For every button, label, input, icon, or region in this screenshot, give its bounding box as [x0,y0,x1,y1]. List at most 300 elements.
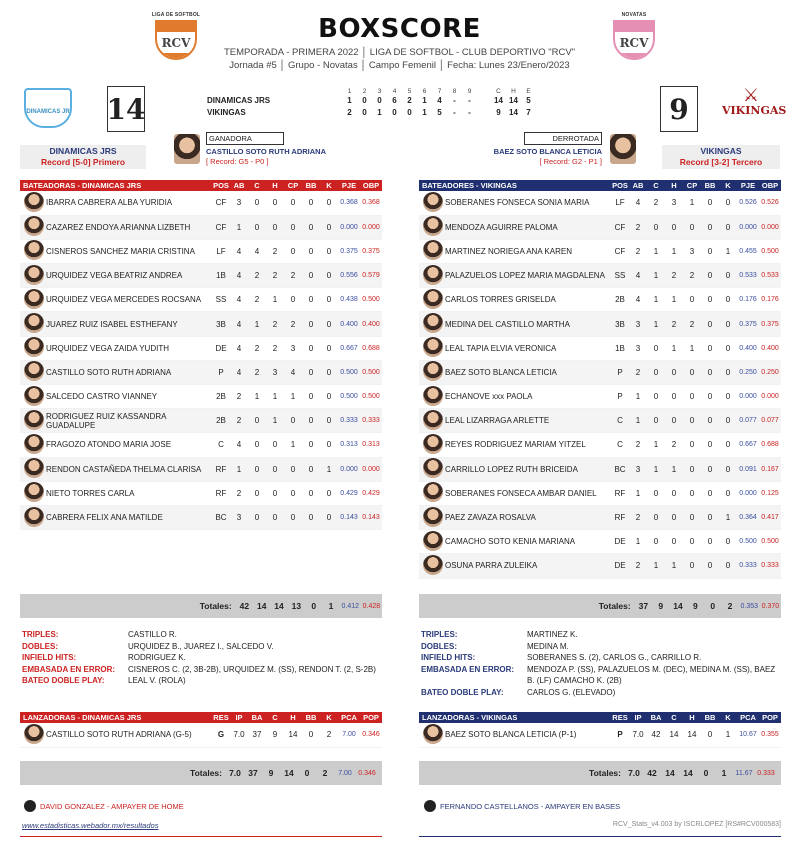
column-header: BB [302,712,320,723]
stat-cell: 0.500 [759,530,781,554]
home-batting-notes [22,629,378,687]
stat-cell: 0 [719,288,737,312]
stat-cell: 0 [719,264,737,288]
stat-cell: 2B [611,288,629,312]
stat-cell: 2 [683,264,701,288]
table-row [419,723,781,747]
player-name: OSUNA PARRA ZULEIKA [445,554,611,578]
results-link[interactable]: www.estadisticas.webador.mx/resultados [22,821,159,830]
avatar [423,216,443,236]
table-row [20,239,382,263]
home-batting-totals [20,594,382,618]
linescore-value: 5 [526,96,531,105]
inning-header: 9 [467,88,472,95]
stat-cell: 0.500 [360,288,382,312]
stat-cell: 1 [665,288,683,312]
table-title: BATEADORAS - DINAMICAS JRS [20,180,212,191]
player-name: PAEZ ZAVAZA ROSALVA [445,505,611,529]
stat-cell: 0 [683,457,701,481]
player-name: CABRERA FELIX ANA MATILDE [46,505,212,529]
total-value: 42 [647,768,657,778]
avatar [423,410,443,430]
table-row [20,433,382,457]
stat-cell: 2 [665,264,683,288]
inning-header: C [496,88,501,95]
table-row [419,457,781,481]
stat-cell: 1 [665,239,683,263]
player-photo [419,481,445,505]
stat-cell: 0 [701,191,719,215]
avatar [24,458,44,478]
player-name: REYES RODRIGUEZ MARIAM YITZEL [445,433,611,457]
note-value: CASTILLO R. [128,630,177,639]
player-photo [419,554,445,578]
stat-cell: 0 [719,409,737,433]
player-photo [419,530,445,554]
stat-cell: 4 [629,264,647,288]
stat-cell: 7.00 [338,723,360,747]
stat-cell: 0 [302,215,320,239]
stat-cell: 1 [665,457,683,481]
page-title: BOXSCORE [318,14,481,44]
avatar [24,240,44,260]
stat-cell: 0.143 [360,505,382,529]
column-header: H [665,180,683,191]
player-name: MARTINEZ NORIEGA ANA KAREN [445,239,611,263]
table-row [419,264,781,288]
stat-cell: 0 [719,457,737,481]
avatar [423,724,443,744]
table-row [20,409,382,433]
player-photo [20,457,46,481]
stat-cell: 0 [266,457,284,481]
column-header: IP [629,712,647,723]
stat-cell: 0.000 [759,215,781,239]
stat-cell: 0.400 [338,312,360,336]
total-value: 9 [658,601,664,611]
stat-cell: CF [212,215,230,239]
stat-cell: 0 [284,457,302,481]
inning-header: 8 [452,88,457,95]
stat-cell: 0 [701,457,719,481]
column-header: PJE [338,180,360,191]
stat-cell: 3 [230,191,248,215]
note-value: RODRIGUEZ K. [128,653,186,662]
pitcher-photo [20,723,46,747]
table-row [419,433,781,457]
version-info: RCV_Stats_v4.003 by ISCRLOPEZ [RS#RCV000583] [612,821,781,828]
stat-cell: 0.556 [338,264,360,288]
stat-cell: 0 [302,312,320,336]
stat-cell: 0 [320,215,338,239]
stat-cell: 4 [230,360,248,384]
avatar [24,410,44,430]
column-header: K [719,180,737,191]
player-photo [20,433,46,457]
stat-cell: 0.143 [338,505,360,529]
stat-cell: 0 [284,215,302,239]
stat-cell: 0 [683,288,701,312]
stat-cell: 0 [248,505,266,529]
note-label: EMBASADA EN ERROR: [22,664,116,674]
stat-cell: 0 [302,239,320,263]
stat-cell: 1 [647,239,665,263]
stat-cell: 0.526 [759,191,781,215]
stat-cell: 7.0 [629,723,647,747]
stat-cell: 0 [701,505,719,529]
stat-cell: 0 [683,215,701,239]
stat-cell: RF [611,481,629,505]
stat-cell: 0.688 [360,336,382,360]
linescore-value: 0 [407,108,412,117]
stat-cell: 1 [665,336,683,360]
column-header: C [647,180,665,191]
stat-cell: 2 [629,239,647,263]
stat-cell: 0 [701,530,719,554]
avatar [24,482,44,502]
avatar [423,289,443,309]
player-name: URQUIDEZ VEGA BEATRIZ ANDREA [46,264,212,288]
stat-cell: 0 [647,530,665,554]
stat-cell: 0.313 [360,433,382,457]
stat-cell: 2 [629,433,647,457]
table-row [20,336,382,360]
stat-cell: 1 [248,385,266,409]
stat-cell: 4 [230,239,248,263]
stat-cell: C [611,409,629,433]
total-value: 14 [256,601,267,611]
player-photo [20,385,46,409]
total-value: 0.412 [341,602,360,610]
stat-cell: 0 [284,239,302,263]
stat-cell: 0 [701,481,719,505]
pitcher-photo [419,723,445,747]
total-value: 7.0 [628,768,640,778]
player-photo [419,409,445,433]
stat-cell: 1 [230,457,248,481]
stat-cell: 0 [320,505,338,529]
stat-cell: 0 [248,215,266,239]
stat-cell: 4 [230,264,248,288]
stat-cell: 1B [212,264,230,288]
stat-cell: 1 [629,409,647,433]
avatar [24,192,44,212]
league-logo: LIGA DE SOFTBOL RCV [148,12,204,64]
stat-cell: P [611,360,629,384]
stat-cell: 0.333 [759,554,781,578]
player-name: CARRILLO LOPEZ RUTH BRICEIDA [445,457,611,481]
stat-cell: 0 [701,433,719,457]
total-value: 0 [311,601,317,611]
stat-cell: 4 [284,360,302,384]
total-value: 9 [268,768,274,778]
column-header: IP [230,712,248,723]
stat-cell: 3B [611,312,629,336]
stat-cell: 0 [683,505,701,529]
player-name: CISNEROS SANCHEZ MARIA CRISTINA [46,239,212,263]
avatar [24,216,44,236]
table-row [419,215,781,239]
stat-cell: 2 [665,433,683,457]
stat-cell: 0.091 [737,457,759,481]
stat-cell: 0.333 [338,409,360,433]
away-batting-totals [419,594,781,618]
total-value: 0.428 [362,602,381,610]
linescore-value: 14 [494,96,503,105]
stat-cell: 0 [719,191,737,215]
stat-cell: 0 [701,264,719,288]
note-value: MEDINA M. [527,641,569,651]
player-photo [419,264,445,288]
stat-cell: 0 [647,336,665,360]
stat-cell: 0.500 [737,530,759,554]
stat-cell: 1 [284,433,302,457]
stat-cell: 9 [266,723,284,747]
inning-header: E [526,88,531,95]
stat-cell: 0.364 [737,505,759,529]
player-photo [20,505,46,529]
stat-cell: 0.313 [338,433,360,457]
total-value: 9 [693,601,698,611]
note-value: CISNEROS C. (2, 3B-2B), URQUIDEZ M. (SS), RENDON T. (2, S-2B) [128,664,376,674]
avatar [24,434,44,454]
table-row [20,191,382,215]
stat-cell: 1 [647,554,665,578]
dinamicas-logo: DINAMICAS JR [24,88,72,128]
away-score: 9 [660,86,698,132]
column-header: BA [647,712,665,723]
stat-cell: 0 [719,336,737,360]
stat-cell: 0.533 [737,264,759,288]
vikingas-logo: ⚔ VIKINGAS [722,85,787,117]
home-team-name: DINAMICAS JRS Record [5-0] Primero [20,145,146,169]
stat-cell: 0 [302,457,320,481]
stat-cell: 0 [302,336,320,360]
table-row [20,264,382,288]
stat-cell: 4 [230,336,248,360]
total-value: 0 [304,768,310,778]
stat-cell: 0.375 [737,312,759,336]
game-info: Jornada #5 │ Grupo - Novatas │ Campo Femenil │ Fecha: Lunes 23/Enero/2023 [229,60,570,71]
stat-cell: 0 [266,191,284,215]
inning-header: 6 [422,88,427,95]
player-photo [419,288,445,312]
stat-cell: 4 [248,239,266,263]
stat-cell: 0.417 [759,505,781,529]
avatar [423,458,443,478]
stat-cell: 0.000 [759,385,781,409]
totals-label: Totales: [190,768,222,778]
column-header: BB [701,712,719,723]
inning-header: 1 [347,88,352,95]
stat-cell: 0.355 [759,723,781,747]
stat-cell: 0 [683,481,701,505]
stat-cell: 0 [647,215,665,239]
stat-cell: 1 [683,191,701,215]
table-row [20,505,382,529]
stat-cell: CF [611,215,629,239]
linescore-value: 4 [437,96,442,105]
season-info: TEMPORADA - PRIMERA 2022 │ LIGA DE SOFTBOL - CLUB DEPORTIVO "RCV" [223,47,576,58]
stat-cell: 0 [248,191,266,215]
note-label: DOBLES: [421,641,457,651]
stat-cell: 0 [719,312,737,336]
stat-cell: 0 [266,215,284,239]
player-name: RODRIGUEZ RUIZ KASSANDRA GUADALUPE [46,409,212,433]
stat-cell: 1 [284,385,302,409]
stat-cell: 0.429 [338,481,360,505]
away-pitching-totals [419,761,781,785]
stat-cell: 0 [665,409,683,433]
stat-cell: 1 [266,288,284,312]
stat-cell: 0 [683,409,701,433]
column-header: POP [360,712,382,723]
table-row [419,530,781,554]
stat-cell: RF [212,457,230,481]
stat-cell: 0.000 [737,481,759,505]
stat-cell: 0.250 [737,360,759,384]
column-header: H [266,180,284,191]
column-header: K [320,180,338,191]
novatas-logo: NOVATAS RCV [606,12,662,64]
total-value: 0 [703,768,709,778]
player-name: SALCEDO CASTRO VIANNEY [46,385,212,409]
stat-cell: 37 [248,723,266,747]
stat-cell: 0 [320,191,338,215]
stat-cell: 0 [665,215,683,239]
stat-cell: 4 [230,288,248,312]
linescore-value: 1 [377,108,382,117]
player-name: MENDOZA AGUIRRE PALOMA [445,215,611,239]
stat-cell: 0.500 [360,360,382,384]
stat-cell: SS [611,264,629,288]
stat-cell: 0.438 [338,288,360,312]
winning-pitcher: GANADORA CASTILLO SOTO RUTH ADRIANA [ Record: G5 - P0 ] [206,134,326,166]
table-row [20,360,382,384]
player-name: RENDON CASTAÑEDA THELMA CLARISA [46,457,212,481]
stat-cell: 0 [683,360,701,384]
stat-cell: 0.400 [360,312,382,336]
stat-cell: 0 [248,481,266,505]
stat-cell: 0.667 [338,336,360,360]
stat-cell: 0 [302,723,320,747]
inning-header: 7 [437,88,442,95]
stat-cell: 0.375 [360,239,382,263]
linescore-value: 0 [392,108,397,117]
note-label: BATEO DOBLE PLAY: [421,687,504,697]
pitcher-name: CASTILLO SOTO RUTH ADRIANA (G-5) [46,723,212,747]
player-name: LEAL LIZARRAGA ARLETTE [445,409,611,433]
stat-cell: 0 [719,433,737,457]
stat-cell: 1 [266,385,284,409]
stat-cell: 0.000 [737,385,759,409]
table-row [20,215,382,239]
column-header: RES [213,713,229,722]
linescore [207,86,536,120]
note-value: MARTINEZ K. [527,630,578,639]
avatar [24,507,44,527]
stat-cell: 2B [212,409,230,433]
stat-cell: 0 [665,505,683,529]
pitcher-name: BAEZ SOTO BLANCA LETICIA (P-1) [445,723,611,747]
stat-cell: BC [212,505,230,529]
linescore-value: 1 [422,108,427,117]
stat-cell: 2 [266,264,284,288]
avatar [423,240,443,260]
stat-cell: 1 [266,409,284,433]
total-value: 0.333 [757,769,775,777]
linescore-value: 1 [347,96,352,105]
column-header: CP [683,180,701,191]
away-batting-table [419,180,781,579]
avatar [24,313,44,333]
stat-cell: 0 [647,360,665,384]
table-row [419,505,781,529]
note-label: BATEO DOBLE PLAY: [22,676,105,685]
player-name: CAMACHO SOTO KENIA MARIANA [445,530,611,554]
table-row [419,239,781,263]
stat-cell: 4 [230,312,248,336]
column-header: RES [612,713,628,722]
home-pitching-table [20,712,382,748]
player-name: URQUIDEZ VEGA ZAIDA YUDITH [46,336,212,360]
linescore-value: - [453,96,456,105]
player-photo [419,505,445,529]
stat-cell: 0 [683,530,701,554]
table-row [419,312,781,336]
stat-cell: 3 [683,239,701,263]
stat-cell: 0.333 [737,554,759,578]
table-title: LANZADORAS - DINAMICAS JRS [20,712,212,723]
stat-cell: 0.400 [737,336,759,360]
avatar [423,482,443,502]
linescore-value: 14 [509,108,518,117]
stat-cell: 2 [248,264,266,288]
table-row [20,457,382,481]
stat-cell: 0.368 [338,191,360,215]
stat-cell: 0 [266,481,284,505]
avatar [24,289,44,309]
table-row [419,481,781,505]
inning-header: 5 [407,88,412,95]
stat-cell: 2 [284,312,302,336]
total-value: 14 [284,768,294,778]
total-value: 14 [673,601,683,611]
stat-cell: 2 [266,312,284,336]
stat-cell: 1 [647,457,665,481]
table-title: BATEADORES - VIKINGAS [419,180,611,191]
stat-cell: 1 [629,385,647,409]
stat-cell: 0.500 [759,239,781,263]
stat-cell: 0 [683,433,701,457]
total-value: 37 [248,768,258,778]
table-row [20,385,382,409]
stat-cell: 1 [719,239,737,263]
stat-cell: 1 [629,530,647,554]
stat-cell: 0 [320,409,338,433]
stat-cell: 0.167 [759,457,781,481]
player-name: CASTILLO SOTO RUTH ADRIANA [46,360,212,384]
stat-cell: 2 [629,554,647,578]
stat-cell: 0.500 [338,360,360,384]
column-header: H [284,712,302,723]
stat-cell: 0 [302,433,320,457]
stat-cell: 2 [683,312,701,336]
note-label: EMBASADA EN ERROR: [421,664,515,674]
stat-cell: 2 [629,215,647,239]
stat-cell: 0 [320,481,338,505]
avatar [423,531,443,551]
